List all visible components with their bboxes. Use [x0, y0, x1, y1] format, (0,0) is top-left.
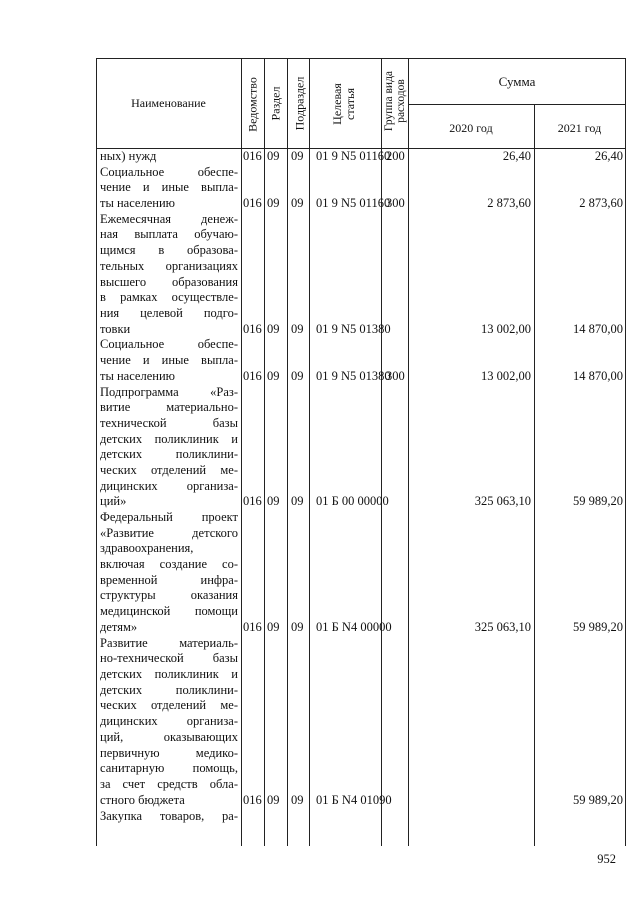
col-border: [381, 58, 382, 846]
row-s2021: 59 989,20: [573, 494, 623, 508]
row-cel: 01 9 N5 01160: [316, 196, 391, 210]
header-vedomstvo: Ведомство: [245, 77, 260, 132]
row-s2020: 26,40: [502, 149, 531, 163]
row-ved: 016: [243, 322, 262, 336]
row-razd: 09: [267, 149, 280, 163]
row-s2021: 2 873,60: [579, 196, 623, 210]
row-s2021: 26,40: [594, 149, 623, 163]
header-2020: 2020 год: [449, 121, 493, 135]
row-name: Социальное обеспе- чение и иные выпла- ты населению: [100, 164, 238, 211]
row-s2020: 325 063,10: [474, 620, 531, 634]
row-razd: 09: [267, 620, 280, 634]
row-cel: 01 Б 00 00000: [316, 494, 389, 508]
row-ved: 016: [243, 494, 262, 508]
row-grp: 300: [386, 369, 405, 383]
header-2021: 2021 год: [557, 121, 602, 135]
row-name: Закупка товаров, ра-: [100, 809, 238, 823]
row-ved: 016: [243, 793, 262, 807]
row-s2021: 14 870,00: [573, 322, 623, 336]
header-name: Наименование: [131, 96, 206, 110]
row-s2020: 325 063,10: [474, 494, 531, 508]
budget-table: [96, 58, 626, 846]
row-ved: 016: [243, 369, 262, 383]
row-podr: 09: [291, 494, 304, 508]
col-border: [264, 58, 265, 846]
col-border: [625, 58, 626, 846]
header-summa: Сумма: [498, 74, 536, 89]
header-podrazdel: Подраздел: [292, 76, 307, 131]
row-s2021: 59 989,20: [573, 620, 623, 634]
row-ved: 016: [243, 196, 262, 210]
row-ved: 016: [243, 149, 262, 163]
row-name: Развитие материаль- но-технической базы детских поликлиник и детских поликлини- ческих отделений ме- дицинских организа- ций, оказывающих первичную медико- санитарную помощь, за счет средств обла- стного бюджета: [100, 635, 238, 807]
col-border: [96, 58, 97, 846]
row-razd: 09: [267, 369, 280, 383]
row-cel: 01 9 N5 01160: [316, 149, 391, 163]
row-s2021: 14 870,00: [573, 369, 623, 383]
row-name: Ежемесячная денеж- ная выплата обучаю- щимся в образова- тельных организациях высшего образования в рамках осуществле- ния целевой подго- товки: [100, 211, 238, 336]
row-cel: 01 9 N5 01380: [316, 369, 391, 383]
row-podr: 09: [291, 149, 304, 163]
row-s2020: 13 002,00: [481, 369, 531, 383]
row-razd: 09: [267, 793, 280, 807]
col-border: [534, 104, 535, 846]
row-s2021: 59 989,20: [573, 793, 623, 807]
header-celevaya: Целевая статья: [330, 83, 357, 125]
row-ved: 016: [243, 620, 262, 634]
col-border: [408, 58, 409, 846]
header-razdel: Раздел: [268, 86, 283, 121]
row-cel: 01 Б N4 01090: [316, 793, 392, 807]
row-s2020: 2 873,60: [487, 196, 531, 210]
col-border: [287, 58, 288, 846]
row-s2020: 13 002,00: [481, 322, 531, 336]
row-podr: 09: [291, 620, 304, 634]
row-name: ных) нужд: [100, 149, 157, 163]
col-border: [309, 58, 310, 846]
row-grp: 200: [386, 149, 405, 163]
row-podr: 09: [291, 369, 304, 383]
col-border: [241, 58, 242, 846]
row-razd: 09: [267, 196, 280, 210]
row-podr: 09: [291, 322, 304, 336]
table-top-border: [96, 58, 626, 59]
row-name: Федеральный проект «Развитие детского здравоохранения, включая создание со- временной инфра- структуры оказания медицинской помощи детям»: [100, 510, 238, 634]
header-gruppa: Группа вида расходов: [383, 70, 407, 132]
page-number: 952: [597, 852, 616, 866]
row-cel: 01 9 N5 01380: [316, 322, 391, 336]
summa-divider: [408, 104, 626, 105]
row-cel: 01 Б N4 00000: [316, 620, 392, 634]
row-podr: 09: [291, 196, 304, 210]
row-razd: 09: [267, 322, 280, 336]
row-grp: 300: [386, 196, 405, 210]
row-name: Социальное обеспе- чение и иные выпла- ты населению: [100, 337, 238, 383]
row-podr: 09: [291, 793, 304, 807]
row-name: Подпрограмма «Раз- витие материально- технической базы детских поликлиник и детских поликлини- ческих отделений ме- дицинских организа- ций»: [100, 384, 238, 509]
row-razd: 09: [267, 494, 280, 508]
